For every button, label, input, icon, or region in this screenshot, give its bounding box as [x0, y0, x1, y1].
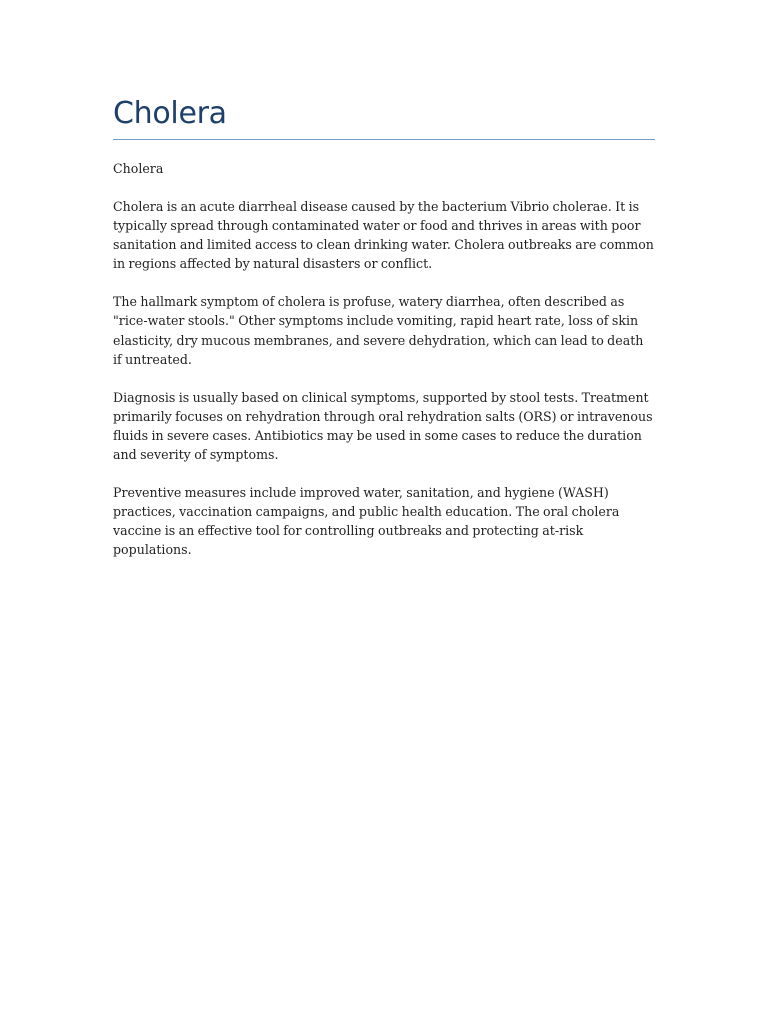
section-heading: Cholera	[113, 161, 164, 176]
title-divider	[113, 139, 655, 140]
paragraph-diagnosis: Diagnosis is usually based on clinical symptoms, supported by stool tests. Treatment primarily focuses on rehydration through oral rehydration salts (ORS) or intravenous fluids in severe cases. Antibiotics may be used in some cases to reduce the duration and severity of symptoms.	[113, 389, 653, 463]
paragraph-overview: Cholera is an acute diarrheal disease caused by the bacterium Vibrio cholerae. It is typically spread through contaminated water or food and thrives in areas with poor sanitation and limited access to clean drinking water. Cholera outbreaks are common in regions affected by natural disasters or conflict.	[113, 199, 654, 272]
paragraph-symptoms: The hallmark symptom of cholera is profuse, watery diarrhea, often described as "rice-water stools." Other symptoms include vomiting, rapid heart rate, loss of skin elasticity, dry mucous membranes, and severe dehydration, which can lead to death if untreated.	[113, 294, 644, 367]
paragraph-prevention: Preventive measures include improved water, sanitation, and hygiene (WASH) practices, vaccination campaigns, and public health education. The oral cholera vaccine is an effective tool for controlling outbreaks and protecting at-risk populations.	[113, 485, 620, 558]
page-title: Cholera	[113, 96, 227, 131]
document-page	[113, 94, 655, 560]
